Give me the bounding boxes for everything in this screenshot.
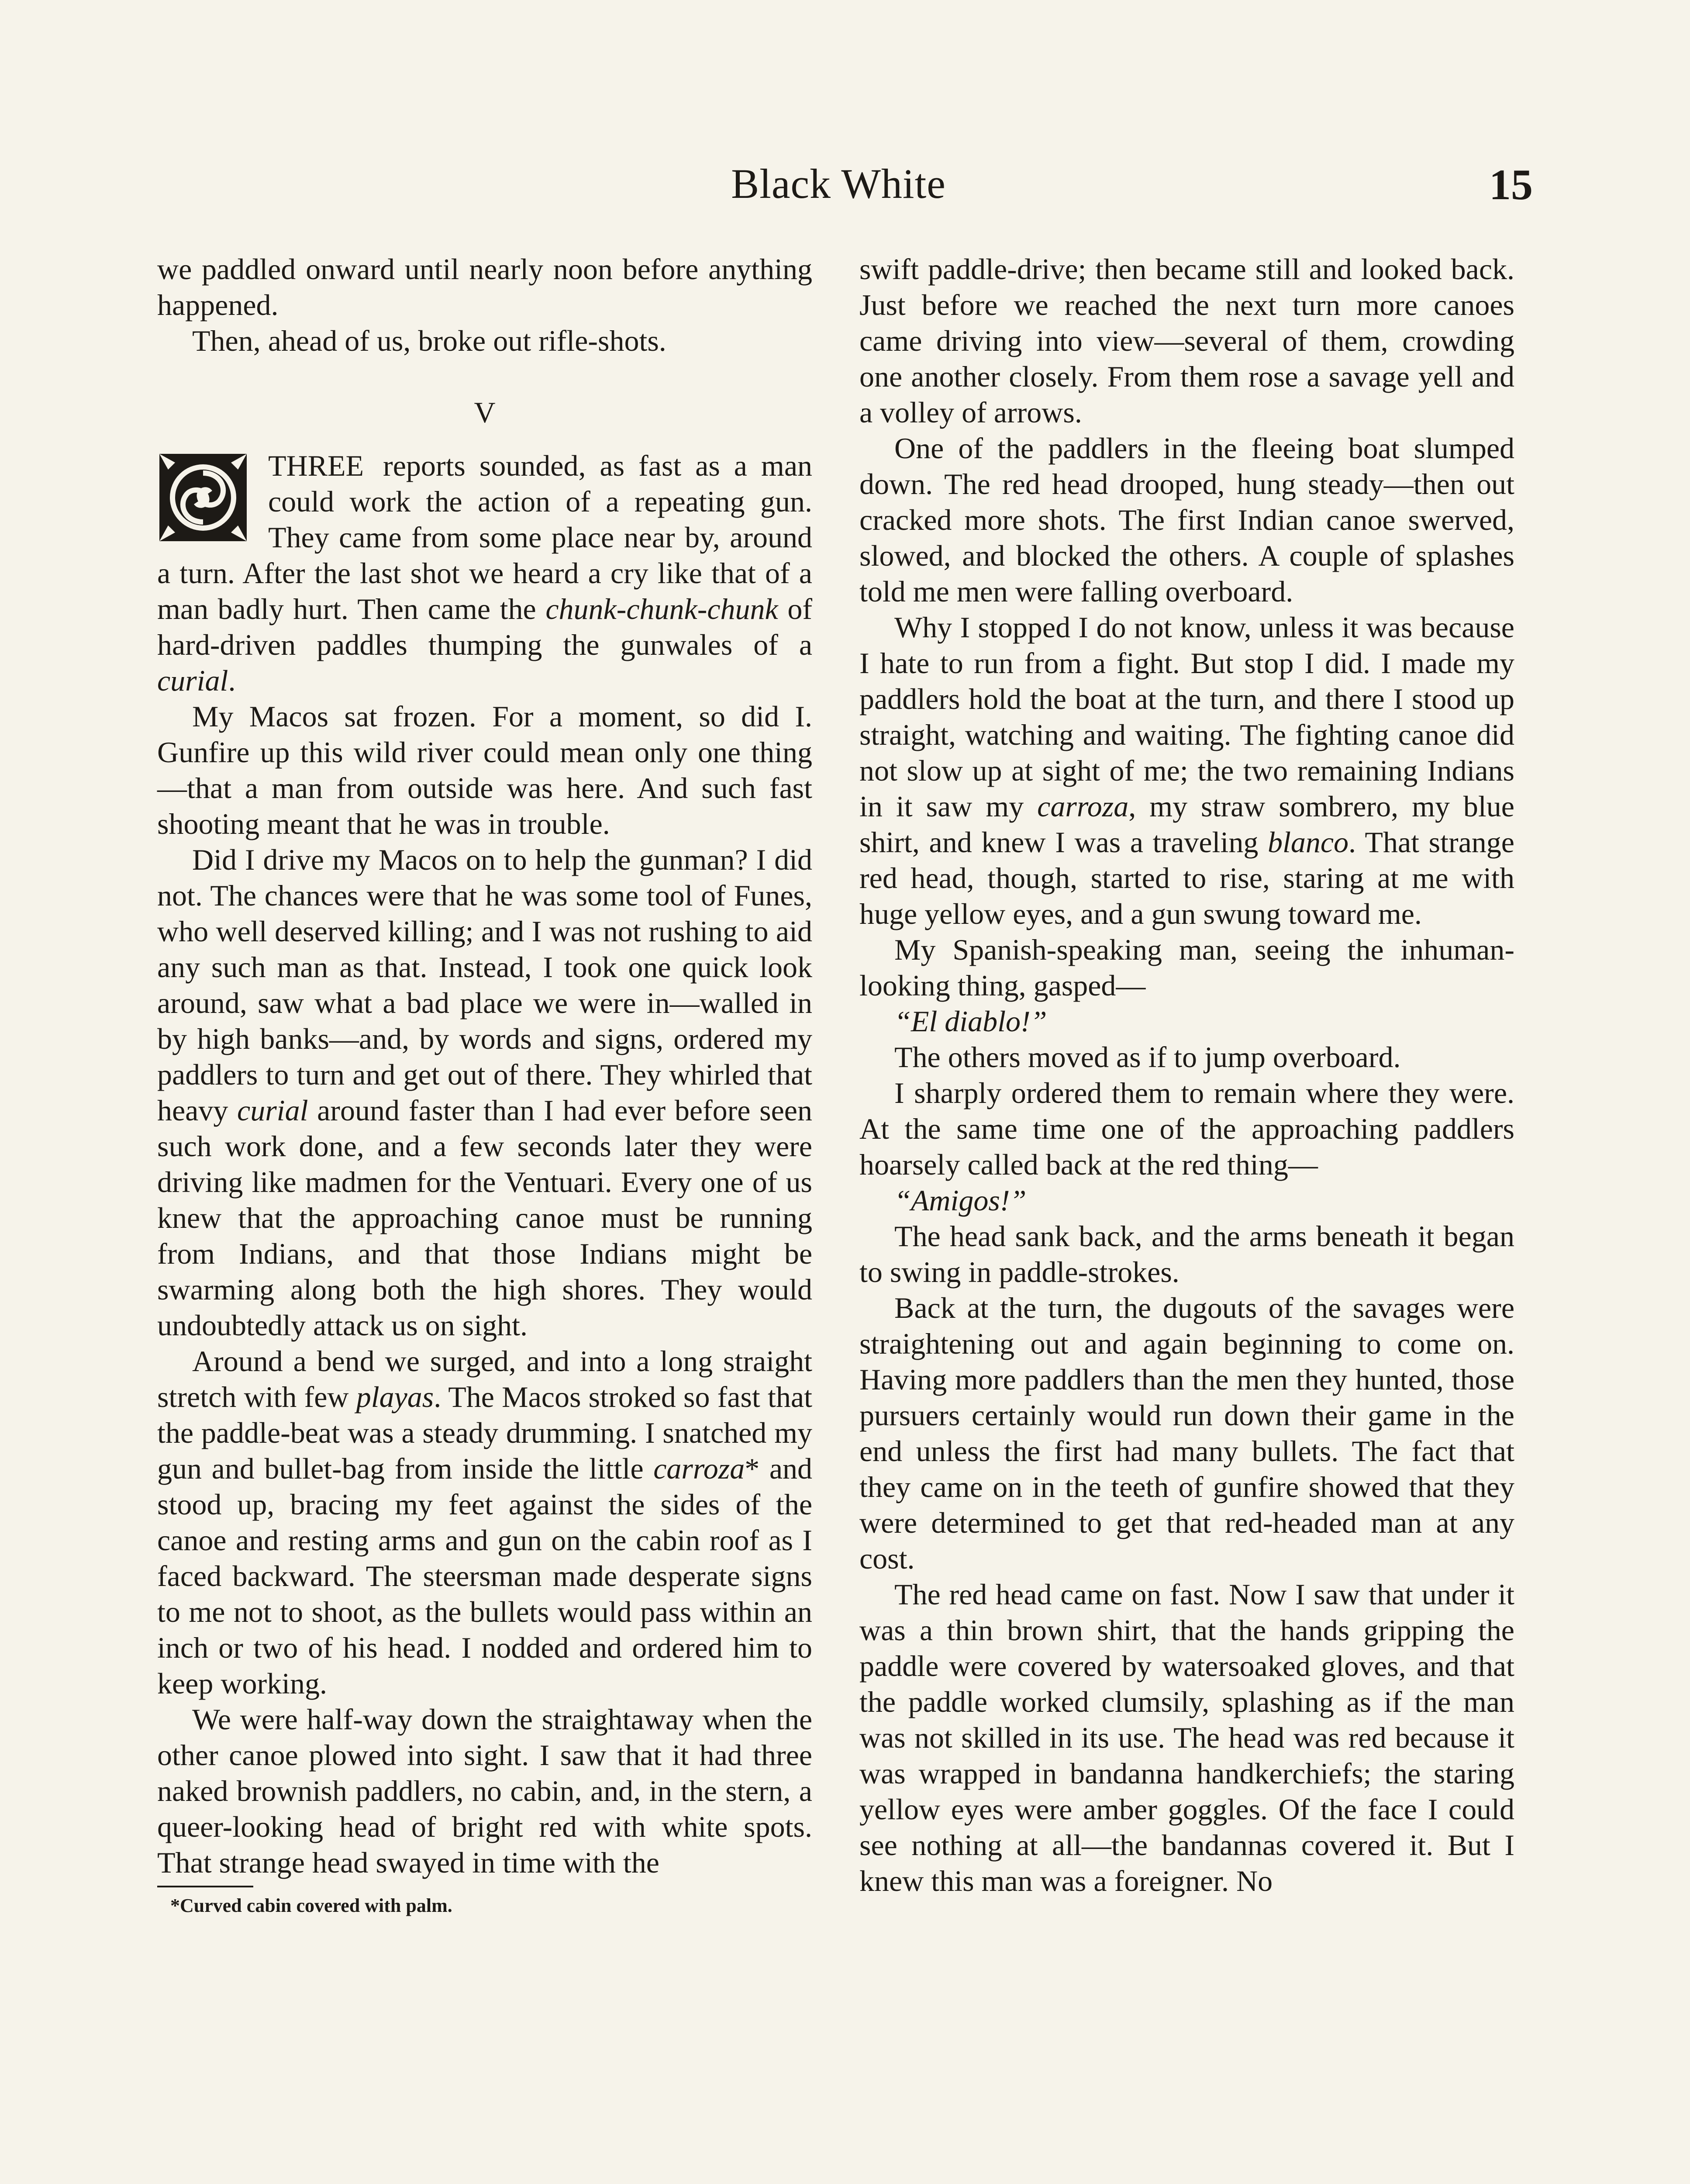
italic-run: “Amigos!” — [894, 1184, 1027, 1217]
text-run: * and stood up, bracing my feet against the sides of the canoe and resting arms and gun on the cabin roof as I faced backward. The steersman made desperate signs to me not to shoot, as the bullets would pass within an inch or two of his head. I nodded and ordered him to keep working. — [157, 1452, 813, 1700]
text-run: Around a bend we surged, and into a long straight stretch with few — [157, 1344, 812, 1413]
paragraph: The red head came on fast. Now I saw that under it was a thin brown shirt, that the hands gripping the paddle were covered by watersoaked gloves, and that the paddle worked clumsily, splashing as if the man was not skilled in its use. The head was red because it was wrapped in bandanna handkerchiefs; the staring yellow eyes were amber goggles. Of the face I could see nothing at all—the bandannas covered it. But I knew this man was a foreigner. No — [859, 1578, 1514, 1897]
italic-run: carroza — [1037, 790, 1129, 823]
italic-run: “El diablo!” — [894, 1005, 1047, 1038]
paragraph-with-ornament — [157, 448, 812, 698]
paragraph — [157, 1343, 812, 1701]
running-head: Black White — [731, 160, 946, 207]
paragraph: The others moved as if to jump overboard. — [894, 1040, 1401, 1074]
italic-run: curial — [157, 664, 228, 697]
footnote: *Curved cabin covered with palm. — [170, 1895, 452, 1916]
text-run: . That strange red head, though, started to rise, staring at me with huge yellow eyes, and a gun swung toward me. — [859, 826, 1514, 930]
left-column — [157, 251, 812, 1918]
paragraph: we paddled onward until nearly noon before anything happened. — [157, 252, 812, 321]
text-run: of hard-driven paddles thumping the gunwales of a — [157, 592, 812, 661]
italic-run: playas — [356, 1380, 434, 1413]
footnote-rule — [157, 1886, 253, 1887]
paragraph — [859, 1003, 1514, 1039]
paragraph: swift paddle-drive; then became still and looked back. Just before we reached the next turn more canoes came driving into view—several of them, crowding one another closely. From them rose a savage yell and a volley of arrows. — [859, 252, 1514, 429]
paragraph: I sharply ordered them to remain where they were. At the same time one of the approaching paddlers hoarsely called back at the red thing— — [859, 1076, 1514, 1181]
text-run: . The Macos stroked so fast that the paddle-beat was a steady drumming. I snatched my gun and bullet-bag from inside the little — [157, 1380, 812, 1485]
text-run: reports sounded, as fast as a man could work the action of a repeating gun. They came from some place near by, around a turn. After the last shot we heard a cry like that of a man badly hurt. Then came the — [157, 449, 813, 625]
paragraph — [859, 609, 1514, 932]
text-run: around faster than I had ever before seen such work done, and a few seconds later they were driving like madmen for the Ventuari. Every one of us knew that the approaching canoe must be running from Indians, and that those Indians might be swarming along both the high shores. They would undoubtedly attack us on sight. — [157, 1094, 812, 1342]
text-run: Did I drive my Macos on to help the gunman? I did not. The chances were that he was some tool of Funes, who well deserved killing; and I was not rushing to aid any such man as that. Instead, I took one quick look around, saw what a bad place we were in—walled in by high banks—and, by words and signs, ordered my paddlers to turn and get out of there. They whirled that heavy — [157, 843, 812, 1127]
italic-run: carroza — [653, 1452, 745, 1485]
paragraph: One of the paddlers in the fleeing boat slumped down. The red head drooped, hung steady—then out cracked more shots. The first Indian canoe swerved, slowed, and blocked the others. A couple of splashes told me men were falling overboard. — [859, 432, 1514, 608]
paragraph: My Spanish-speaking man, seeing the inhuman-looking thing, gasped— — [859, 933, 1514, 1002]
paragraph: My Macos sat frozen. For a moment, so did I. Gunfire up this wild river could mean only one thing—that a man from outside was here. And such fast shooting meant that he was in trouble. — [157, 700, 812, 840]
right-column — [859, 251, 1514, 1899]
paragraph: The head sank back, and the arms beneath it began to swing in paddle-strokes. — [859, 1220, 1514, 1289]
paragraph: Back at the turn, the dugouts of the savages were straightening out and again beginning to come on. Having more paddlers than the men they hunted, those pursuers certainly would run down their game in the end unless the first had many bullets. The fact that they came on in the teeth of gunfire showed that they were determined to get that red-headed man at any cost. — [859, 1291, 1514, 1575]
italic-run: curial — [237, 1094, 308, 1127]
section-number: V — [474, 396, 496, 429]
text-run: Why I stopped I do not know, unless it was because I hate to run from a fight. But stop I did. I made my paddlers hold the boat at the turn, and there I stood up straight, watching and waiting. The fighting canoe did not slow up at sight of me; the two remaining Indians in it saw my — [859, 611, 1514, 823]
paragraph: Then, ahead of us, broke out rifle-shots. — [192, 324, 666, 357]
page-number: 15 — [1489, 160, 1533, 209]
paragraph — [859, 1182, 1514, 1218]
rose-ornament-icon — [157, 454, 249, 541]
text-run: , my straw sombrero, my blue shirt, and knew I was a traveling — [859, 790, 1514, 859]
italic-run: chunk-chunk-chunk — [545, 592, 778, 625]
paragraph: We were half-way down the straightaway when the other canoe plowed into sight. I saw that it had three naked brownish paddlers, no cabin, and, in the stern, a queer-looking head of bright red with white spots. That strange head swayed in time with the — [157, 1703, 812, 1879]
italic-run: blanco — [1267, 826, 1349, 859]
paragraph — [157, 842, 812, 1343]
lead-word: THREE — [268, 449, 364, 482]
text-run: . — [228, 664, 236, 697]
